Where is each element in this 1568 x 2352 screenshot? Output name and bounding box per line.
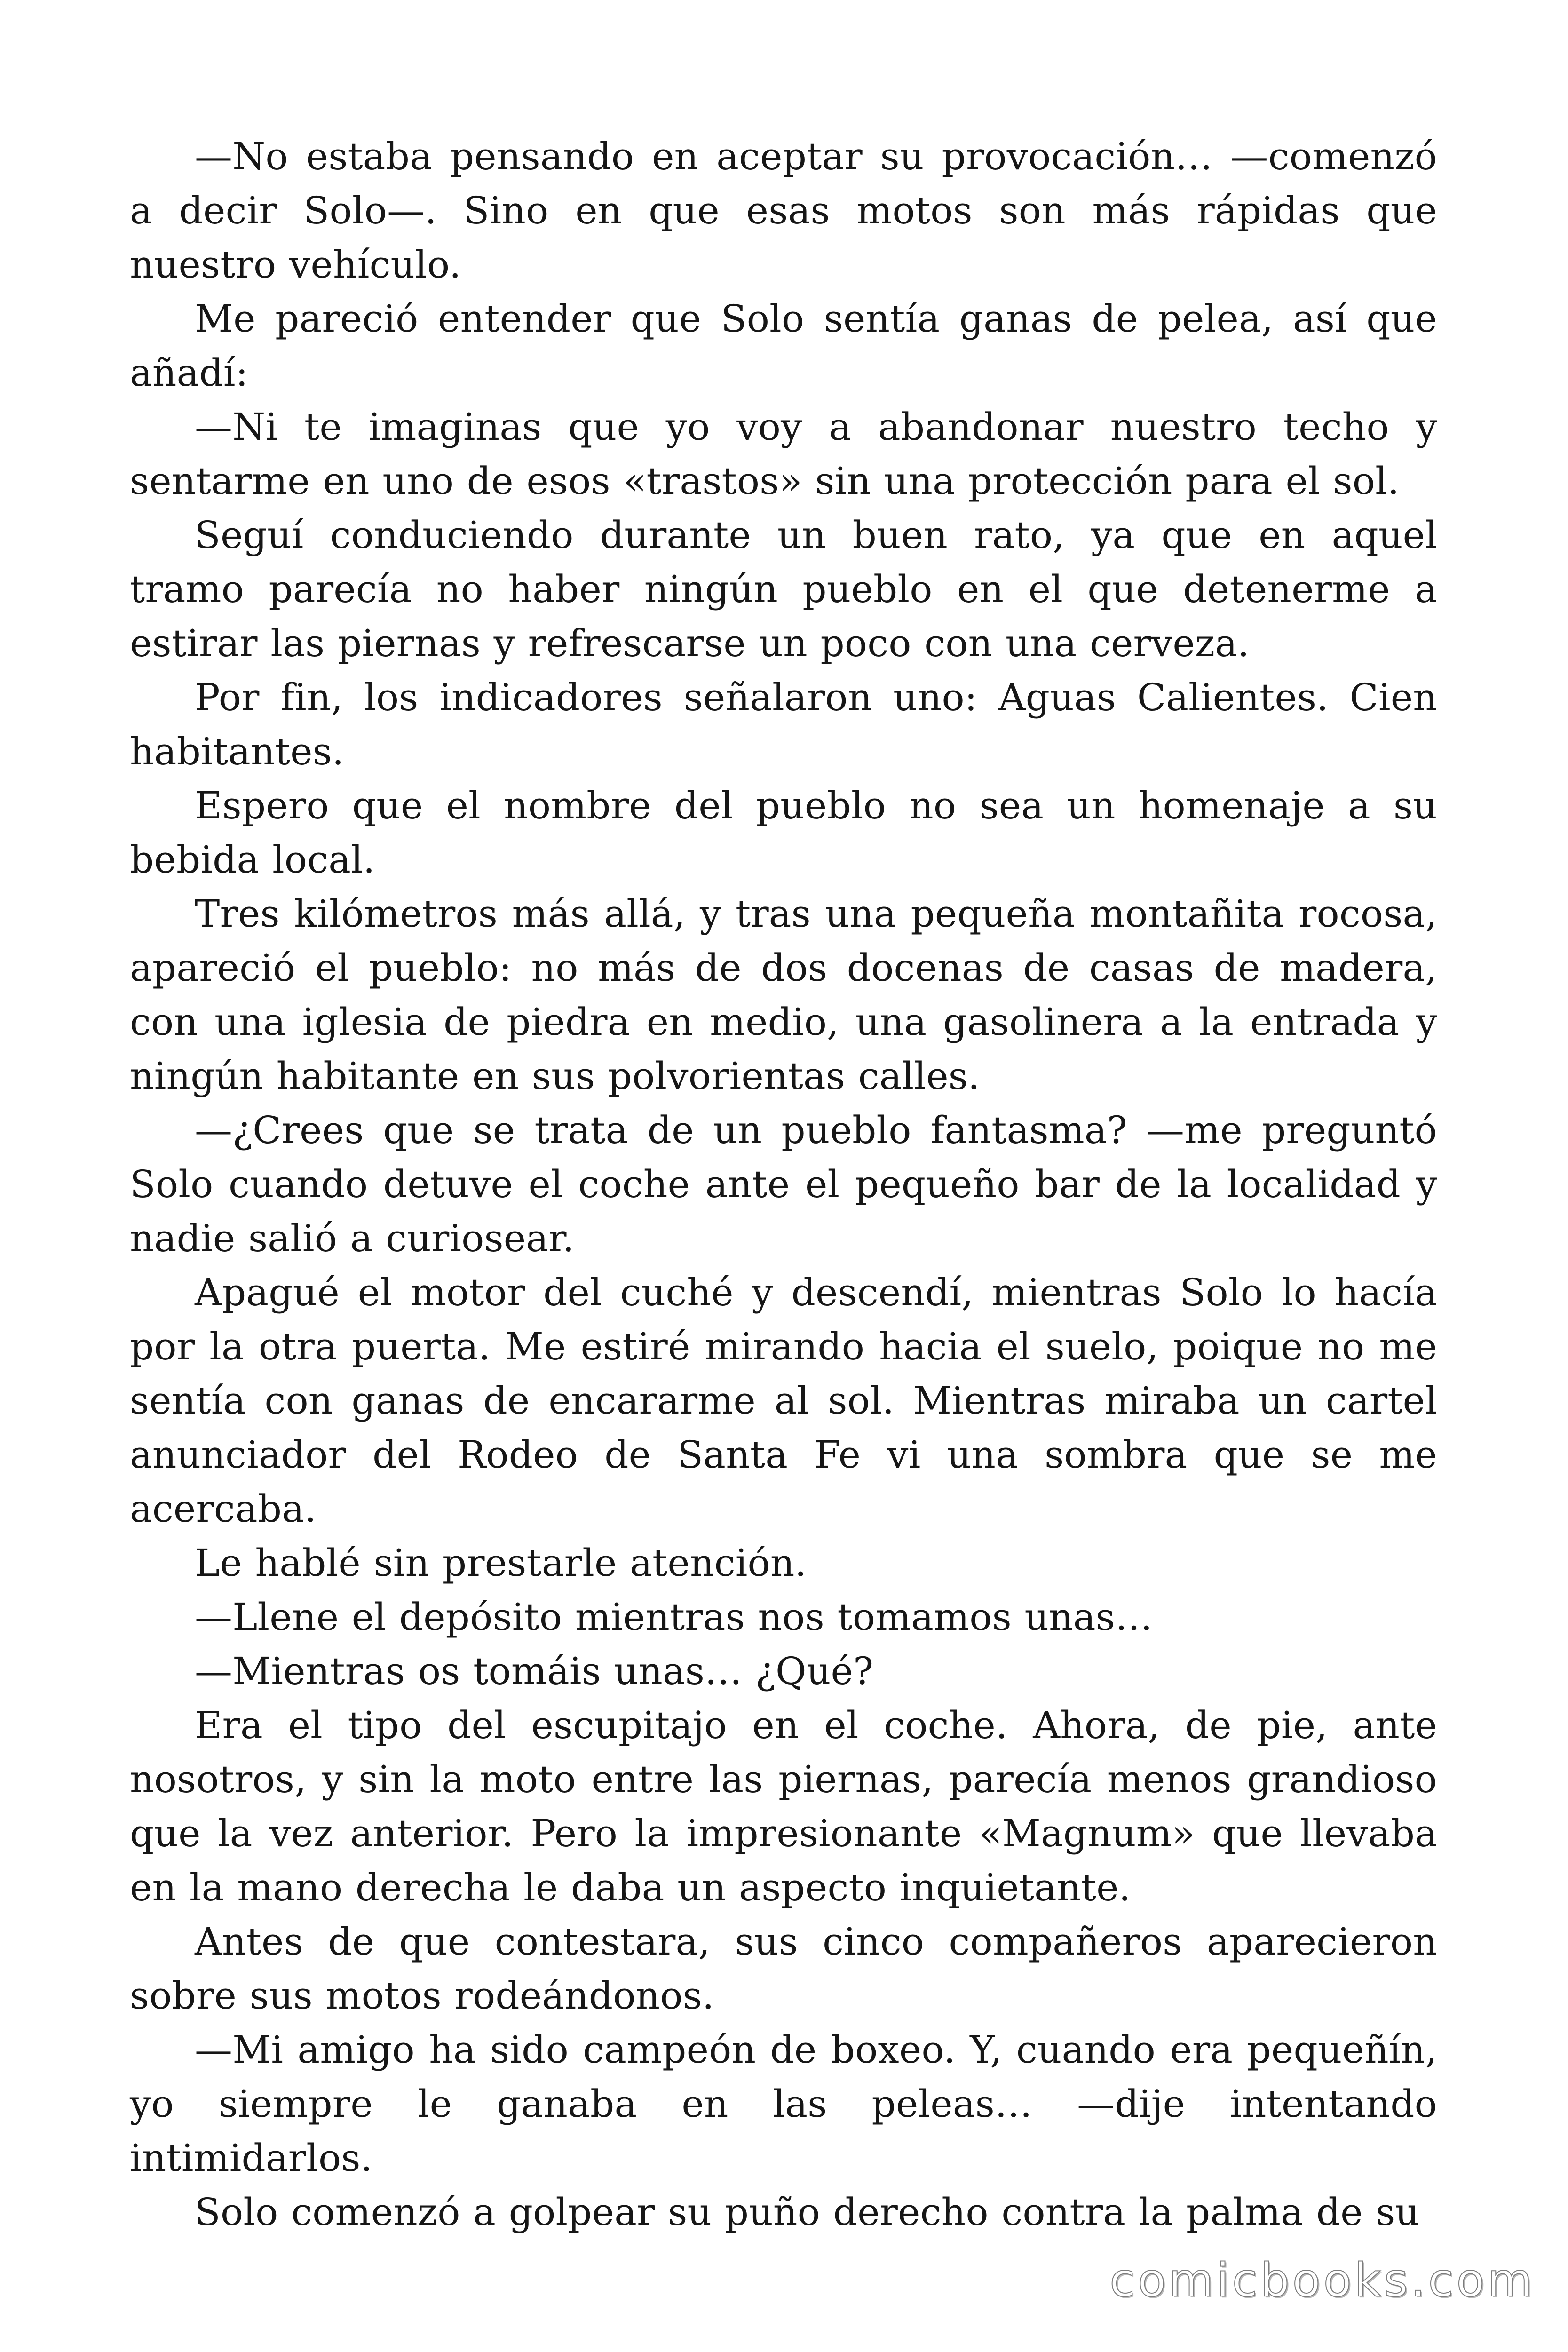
paragraph: Era el tipo del escupitajo en el coche. Ahora, de pie, ante nosotros, y sin la moto entre las piernas, parecía menos grandioso que la vez anterior. Pero la impresionante «Magnum» que llevaba en la mano derecha le daba un aspecto inquietante.	[130, 1703, 1437, 1909]
paragraph: Tres kilómetros más allá, y tras una pequeña montañita rocosa, apareció el pueblo: no más de dos docenas de casas de madera, con una iglesia de piedra en medio, una gasolinera a la entrada y ningún habitante en sus polvorientas calles.	[130, 892, 1437, 1098]
paragraph: —Llene el depósito mientras nos tomamos unas…	[195, 1595, 1153, 1639]
paragraph: —¿Crees que se trata de un pueblo fantasma? —me preguntó Solo cuando detuve el coche ante el pequeño bar de la localidad y nadie salió a curiosear.	[130, 1108, 1437, 1260]
paragraph: Espero que el nombre del pueblo no sea un homenaje a su bebida local.	[130, 784, 1437, 882]
page-text	[130, 129, 1437, 2239]
paragraph: Antes de que contestara, sus cinco compañeros aparecieron sobre sus motos rodeándonos.	[130, 1920, 1437, 2018]
paragraph: —Mientras os tomáis unas… ¿Qué?	[195, 1649, 874, 1693]
paragraph: Seguí conduciendo durante un buen rato, ya que en aquel tramo parecía no haber ningún pueblo en el que detenerme a estirar las piernas y refrescarse un poco con una cerveza.	[130, 513, 1437, 665]
paragraph: Me pareció entender que Solo sentía ganas de pelea, así que añadí:	[130, 297, 1437, 395]
watermark: comicbooks.com	[1109, 2254, 1535, 2307]
paragraph: —Ni te imaginas que yo voy a abandonar nuestro techo y sentarme en uno de esos «trastos» sin una protección para el sol.	[130, 405, 1437, 503]
paragraph: —Mi amigo ha sido campeón de boxeo. Y, cuando era pequeñín, yo siempre le ganaba en las peleas… —dije intentando intimidarlos.	[130, 2028, 1437, 2180]
paragraph: Le hablé sin prestarle atención.	[195, 1541, 807, 1585]
paragraph: —No estaba pensando en aceptar su provocación… —comenzó a decir Solo—. Sino en que esas motos son más rápidas que nuestro vehículo.	[130, 135, 1437, 286]
paragraph: Apagué el motor del cuché y descendí, mientras Solo lo hacía por la otra puerta. Me estiré mirando hacia el suelo, poique no me sentía con ganas de encararme al sol. Mientras miraba un cartel anunciador del Rodeo de Santa Fe vi una sombra que se me acercaba.	[130, 1271, 1437, 1531]
paragraph: Solo comenzó a golpear su puño derecho contra la palma de su	[195, 2190, 1420, 2234]
paragraph: Por fin, los indicadores señalaron uno: Aguas Calientes. Cien habitantes.	[130, 675, 1437, 773]
